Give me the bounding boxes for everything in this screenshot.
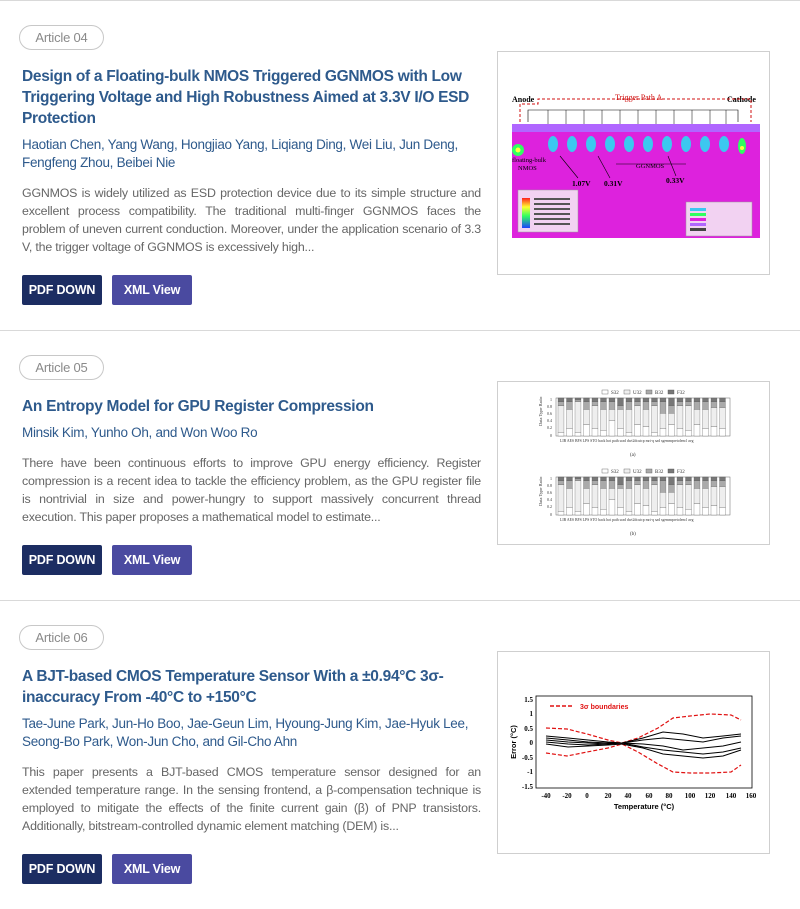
stacked-bar-segment <box>669 492 675 503</box>
stacked-bar-segment <box>686 477 692 481</box>
stacked-bar-segment <box>720 481 726 487</box>
stacked-bar-segment <box>575 402 581 432</box>
stacked-bar-segment <box>703 402 709 410</box>
xml-view-button[interactable]: XML View <box>112 545 192 575</box>
stacked-bar-segment <box>592 485 598 508</box>
svg-text:-20: -20 <box>562 792 572 800</box>
stacked-bar-segment <box>720 507 726 515</box>
stacked-bar-segment <box>601 402 607 410</box>
stacked-bar-segment <box>567 477 573 481</box>
stacked-bar-segment <box>558 485 564 512</box>
stacked-bar-segment <box>652 406 658 433</box>
svg-text:1: 1 <box>550 476 552 481</box>
y-axis-label: Error (°C) <box>509 725 518 759</box>
stacked-bar-segment <box>652 402 658 406</box>
voltage-label-1: 1.07V <box>572 179 591 188</box>
stacked-bar-segment <box>694 488 700 503</box>
stacked-bar-segment <box>567 507 573 515</box>
legend-s32-b: S32 <box>611 470 619 475</box>
stacked-bar-segment <box>558 432 564 436</box>
stacked-bar-segment <box>669 425 675 436</box>
stacked-bar-segment <box>720 408 726 429</box>
xml-view-button[interactable]: XML View <box>112 275 192 305</box>
stacked-bar-segment <box>584 398 590 402</box>
stacked-bar-segment <box>703 477 709 481</box>
x-ticks <box>541 792 756 800</box>
stacked-bar-segment <box>677 485 683 508</box>
stacked-bar-segment <box>643 409 649 426</box>
stacked-bar-segment <box>643 488 649 505</box>
stacked-bar-segment <box>660 477 666 481</box>
nmos-label: NMOS <box>518 165 537 172</box>
stacked-bar-segment <box>558 402 564 406</box>
voltage-label-3: 0.33V <box>666 176 685 185</box>
stacked-bar-segment <box>575 481 581 511</box>
legend-s32-a: S32 <box>611 391 619 396</box>
stacked-bar-segment <box>601 430 607 436</box>
svg-text:0.2: 0.2 <box>547 425 552 430</box>
stacked-bar-segment <box>677 402 683 406</box>
article-badge: Article 04 <box>19 25 104 50</box>
stacked-bar-segment <box>601 409 607 430</box>
stacked-bar-segment <box>720 487 726 508</box>
stacked-bar-segment <box>669 477 675 485</box>
stacked-bar-segment <box>575 400 581 402</box>
stacked-bar-segment <box>669 398 675 406</box>
stacked-bar-segment <box>584 425 590 436</box>
stacked-bar-segment <box>618 507 624 515</box>
electrode-ticks <box>548 110 726 124</box>
yticks-b <box>547 476 552 517</box>
svg-text:0: 0 <box>585 792 589 800</box>
stacked-bar-segment <box>694 398 700 402</box>
floating-bulk-label: floating-bulk <box>512 157 546 164</box>
stacked-bar-segment <box>575 511 581 515</box>
xml-view-button[interactable]: XML View <box>112 854 192 884</box>
svg-text:0.5: 0.5 <box>524 725 533 733</box>
stacked-bar-segment <box>575 479 581 481</box>
stacked-bar-segment <box>694 504 700 515</box>
stacked-bar-segment <box>660 402 666 413</box>
stacked-bar-segment <box>652 477 658 481</box>
article-abstract: GGNMOS is widely utilized as ESD protection device due to its simple structure and excellent process compatibility. The traditional multi-finger GGNMOS faces the problem of uneven current conduction. Moreover, under the application scenario of 3.3 V, the trigger voltage of GGNMOS is excessively high... <box>22 186 481 254</box>
stacked-bar-segment <box>618 428 624 436</box>
stacked-bar-segment <box>567 409 573 428</box>
stacked-bar-segment <box>703 398 709 402</box>
stacked-bar-segment <box>618 409 624 428</box>
stacked-bar-segment <box>584 477 590 481</box>
stacked-bar-segment <box>558 477 564 481</box>
stacked-bar-segment <box>660 492 666 507</box>
svg-text:-40: -40 <box>541 792 551 800</box>
stacked-bar-segment <box>686 406 692 431</box>
legend-b32-a: B32 <box>655 391 664 396</box>
y-ticks <box>522 696 534 791</box>
stacked-bar-segment <box>686 430 692 436</box>
article-title[interactable]: Design of a Floating-bulk NMOS Triggered GGNMOS with Low Triggering Voltage and High Robustness Aimed at 3.3V I/O ESD Protection <box>22 68 470 127</box>
stacked-bar-segment <box>584 402 590 410</box>
stacked-bar-segment <box>567 402 573 410</box>
stacked-bar-segment <box>720 428 726 436</box>
svg-text:0: 0 <box>529 739 533 747</box>
svg-text:1.5: 1.5 <box>524 696 533 704</box>
scale-colorbar <box>522 198 530 228</box>
stacked-bar-segment <box>626 398 632 402</box>
stacked-bar-segment <box>558 398 564 402</box>
svg-text:60: 60 <box>645 792 653 800</box>
stacked-bar-segment <box>703 488 709 507</box>
stacked-bar-segment <box>609 488 615 499</box>
stacked-bar-segment <box>626 511 632 515</box>
stacked-bar-segment <box>669 504 675 515</box>
svg-text:100: 100 <box>684 792 696 800</box>
stacked-bar-segment <box>618 398 624 406</box>
ggnmos-label: GGNMOS <box>636 163 665 170</box>
surface-layer <box>512 124 760 132</box>
stacked-bar-segment <box>635 481 641 485</box>
xticks-a: LIB AES BFS LPS STO back hot path srad dwt2dcutcp mri-q sad sgemmpretolencl avg <box>560 439 694 443</box>
article-divider <box>0 330 800 331</box>
svg-text:-1: -1 <box>527 768 533 776</box>
article-authors: Tae-June Park, Jun-Ho Boo, Jae-Geun Lim, Hyoung-Jung Kim, Jae-Hyuk Lee, Seong-Bo Park, Won-Jun Cho, and Gil-Cho Ahn <box>22 716 469 749</box>
stacked-bar-segment <box>618 488 624 507</box>
top-divider <box>0 0 800 1</box>
stacked-bar-segment <box>609 409 615 420</box>
stacked-bar-segment <box>635 402 641 406</box>
stacked-bar-segment <box>575 398 581 400</box>
stacked-bar-segment <box>635 477 641 481</box>
stacked-bar-segment <box>677 398 683 402</box>
ylabel-a: Data Type Ratio <box>538 396 543 426</box>
stacked-bar-segment <box>660 398 666 402</box>
stacked-bar-segment <box>601 481 607 489</box>
article-figure[interactable] <box>497 651 770 854</box>
pdf-down-button[interactable]: PDF DOWN <box>22 854 102 884</box>
stacked-bar-segment <box>584 481 590 489</box>
stacked-bar-segment <box>711 427 717 437</box>
gpu-register-figure <box>498 382 770 545</box>
stacked-bar-segment <box>686 402 692 406</box>
legend-f32-a: F32 <box>677 391 685 396</box>
stacked-bar-segment <box>643 477 649 481</box>
stacked-bar-segment <box>618 485 624 489</box>
stacked-bar-segment <box>609 398 615 402</box>
stacked-bar-segment <box>694 425 700 436</box>
stacked-bar-segment <box>660 413 666 428</box>
svg-text:0.6: 0.6 <box>547 411 552 416</box>
article-figure[interactable] <box>497 51 770 275</box>
legend-u32-b: U32 <box>633 470 642 475</box>
stacked-bar-segment <box>660 507 666 515</box>
svg-text:0.2: 0.2 <box>547 504 552 509</box>
svg-text:140: 140 <box>725 792 737 800</box>
legend-u32-a: U32 <box>633 391 642 396</box>
stacked-bar-segment <box>694 409 700 424</box>
stacked-bar-segment <box>711 481 717 487</box>
stacked-bar-segment <box>711 487 717 506</box>
stacked-bar-segment <box>635 406 641 425</box>
cathode-label: Cathode <box>727 95 756 104</box>
legend-f32-b: F32 <box>677 470 685 475</box>
svg-text:0: 0 <box>550 433 552 438</box>
temperature-error-figure <box>498 652 770 854</box>
stacked-bar-segment <box>575 432 581 436</box>
stacked-bar-segment <box>660 481 666 492</box>
stacked-bar-segment <box>626 488 632 511</box>
article-abstract: This paper presents a BJT-based CMOS temperature sensor designed for an extended temperature range. In the sensing frontend, a β-compensation technique is employed to mitigate the effects of the finite current gain (β) of PNP transistors. Additionally, bitstream-controlled dynamic element matching (DEM) is... <box>22 765 481 833</box>
stacked-bar-segment <box>703 481 709 489</box>
stacked-bar-segment <box>601 509 607 515</box>
stacked-bar-segment <box>711 506 717 516</box>
stacked-bar-segment <box>669 485 675 493</box>
article-title[interactable]: A BJT-based CMOS Temperature Sensor With a ±0.94°C 3σ-inaccuracy From -40°C to +150°C <box>22 668 444 706</box>
stacked-bar-segment <box>694 402 700 410</box>
stacked-bar-segment <box>592 481 598 485</box>
stacked-bar-segment <box>584 488 590 503</box>
stacked-bar-segment <box>652 398 658 402</box>
stacked-bar-segment <box>592 402 598 406</box>
stacked-bar-segment <box>592 507 598 515</box>
stacked-bar-segment <box>567 481 573 489</box>
stacked-bar-segment <box>643 506 649 516</box>
caption-b: (b) <box>630 532 636 537</box>
stacked-bar-segment <box>592 428 598 436</box>
electrode-wiring <box>528 110 738 122</box>
svg-text:0: 0 <box>550 512 552 517</box>
stacked-bar-segment <box>660 428 666 436</box>
ylabel-b: Data Type Ratio <box>538 476 543 506</box>
stacked-bar-segment <box>635 485 641 504</box>
legend-b32-b: B32 <box>655 470 664 475</box>
stacked-bar-segment <box>686 481 692 485</box>
stacked-bar-segment <box>720 477 726 481</box>
stacked-bar-segment <box>686 509 692 515</box>
stacked-bar-segment <box>652 481 658 485</box>
stacked-bar-segment <box>601 477 607 481</box>
stacked-bar-segment <box>609 477 615 481</box>
svg-text:80: 80 <box>665 792 673 800</box>
stacked-bar-segment <box>677 406 683 429</box>
svg-text:160: 160 <box>745 792 757 800</box>
stacked-bar-segment <box>677 477 683 481</box>
svg-text:0.8: 0.8 <box>547 404 552 409</box>
stacked-bar-segment <box>584 409 590 424</box>
article-badge: Article 06 <box>19 625 104 650</box>
svg-text:-1.5: -1.5 <box>521 783 533 791</box>
trigger-path-label: Trigger Path A <box>615 93 663 102</box>
stacked-bar-segment <box>626 432 632 436</box>
stacked-bar-segment <box>711 408 717 427</box>
stacked-bar-segment <box>677 507 683 515</box>
stacked-bar-segment <box>643 402 649 410</box>
trigger-path-line <box>520 99 751 122</box>
legend-b <box>602 469 685 475</box>
stacked-bar-segment <box>567 398 573 402</box>
article-badge: Article 05 <box>19 355 104 380</box>
stacked-bar-segment <box>601 398 607 402</box>
svg-text:0.4: 0.4 <box>547 418 552 423</box>
svg-text:40: 40 <box>624 792 632 800</box>
article-figure[interactable] <box>497 381 770 545</box>
stacked-bar-segment <box>567 428 573 436</box>
article-authors: Haotian Chen, Yang Wang, Hongjiao Yang, Liqiang Ding, Wei Liu, Jun Deng, Fengfeng Zhou, Beibei Nie <box>22 137 458 170</box>
stacked-bar-segment <box>703 409 709 428</box>
ggnmos-simulation-figure <box>498 52 770 275</box>
stacked-bar-segment <box>677 428 683 436</box>
stacked-bar-segment <box>626 477 632 481</box>
stacked-bar-segment <box>694 477 700 481</box>
svg-text:1: 1 <box>529 710 533 718</box>
stacked-bar-segment <box>652 432 658 436</box>
stacked-bar-segment <box>703 507 709 515</box>
stacked-bar-segment <box>703 428 709 436</box>
svg-text:0.4: 0.4 <box>547 497 552 502</box>
stacked-bar-segment <box>575 477 581 479</box>
stacked-bar-segment <box>592 477 598 481</box>
pdf-down-button[interactable]: PDF DOWN <box>22 275 102 305</box>
stacked-bar-segment <box>635 425 641 436</box>
stacked-bar-segment <box>626 409 632 432</box>
article-title[interactable]: An Entropy Model for GPU Register Compression <box>22 398 374 415</box>
stacked-bar-segment <box>558 511 564 515</box>
stacked-bar-segment <box>618 477 624 485</box>
stacked-bar-segment <box>592 406 598 429</box>
stacked-bar-segment <box>711 477 717 481</box>
stacked-bar-segment <box>626 402 632 410</box>
yticks-a <box>547 397 552 438</box>
stacked-bar-segment <box>711 398 717 402</box>
svg-text:120: 120 <box>704 792 716 800</box>
x-axis-label: Temperature (°C) <box>613 802 675 811</box>
stacked-bar-segment <box>609 421 615 436</box>
stacked-bar-segment <box>635 398 641 402</box>
stacked-bar-segment <box>609 500 615 515</box>
stacked-bar-segment <box>635 504 641 515</box>
legend-a <box>602 390 685 396</box>
xticks-b: LIB AES BFS LPS STO back hot path srad dwt2dcutcp mri-q sad sgemmpretolencl avg <box>560 518 694 522</box>
stacked-bar-segment <box>652 511 658 515</box>
stacked-bar-segment <box>720 402 726 408</box>
caption-a: (a) <box>630 453 636 458</box>
stacked-bar-segment <box>686 398 692 402</box>
stacked-bar-segment <box>601 488 607 509</box>
stacked-bar-segment <box>694 481 700 489</box>
anode-label: Anode <box>512 95 535 104</box>
stacked-bar-segment <box>558 406 564 433</box>
article-authors: Minsik Kim, Yunho Oh, and Won Woo Ro <box>22 425 258 440</box>
svg-text:-0.5: -0.5 <box>521 754 533 762</box>
stacked-bar-segment <box>652 485 658 512</box>
stacked-bar-segment <box>643 427 649 437</box>
stacked-bar-segment <box>567 488 573 507</box>
stacked-bar-segment <box>609 481 615 489</box>
voltage-label-2: 0.31V <box>604 179 623 188</box>
stacked-bar-segment <box>643 481 649 489</box>
stacked-bar-segment <box>592 398 598 402</box>
stacked-bar-segment <box>677 481 683 485</box>
svg-text:0.8: 0.8 <box>547 483 552 488</box>
stacked-bar-segment <box>618 406 624 410</box>
stacked-bar-segment <box>643 398 649 402</box>
stacked-bar-segment <box>626 481 632 489</box>
stacked-bar-segment <box>558 481 564 485</box>
stacked-bar-segment <box>669 406 675 414</box>
article-abstract: There have been continuous efforts to improve GPU energy efficiency. Register compression is a recent idea to tackle the efficiency problem, as the GPU register file is nontrivial in size and power-hungry to support massively concurrent thread execution. This paper proposes a mathematical model to estimate... <box>22 456 481 524</box>
stacked-bar-segment <box>686 485 692 510</box>
svg-text:20: 20 <box>604 792 612 800</box>
article-divider <box>0 600 800 601</box>
svg-text:1: 1 <box>550 397 552 402</box>
stacked-bar-segment <box>711 402 717 408</box>
pdf-down-button[interactable]: PDF DOWN <box>22 545 102 575</box>
stacked-bar-segment <box>584 504 590 515</box>
legend-label: 3σ boundaries <box>580 704 629 711</box>
stacked-bar-segment <box>720 398 726 402</box>
stacked-bar-segment <box>609 402 615 410</box>
svg-text:0.6: 0.6 <box>547 490 552 495</box>
stacked-bar-segment <box>669 413 675 424</box>
